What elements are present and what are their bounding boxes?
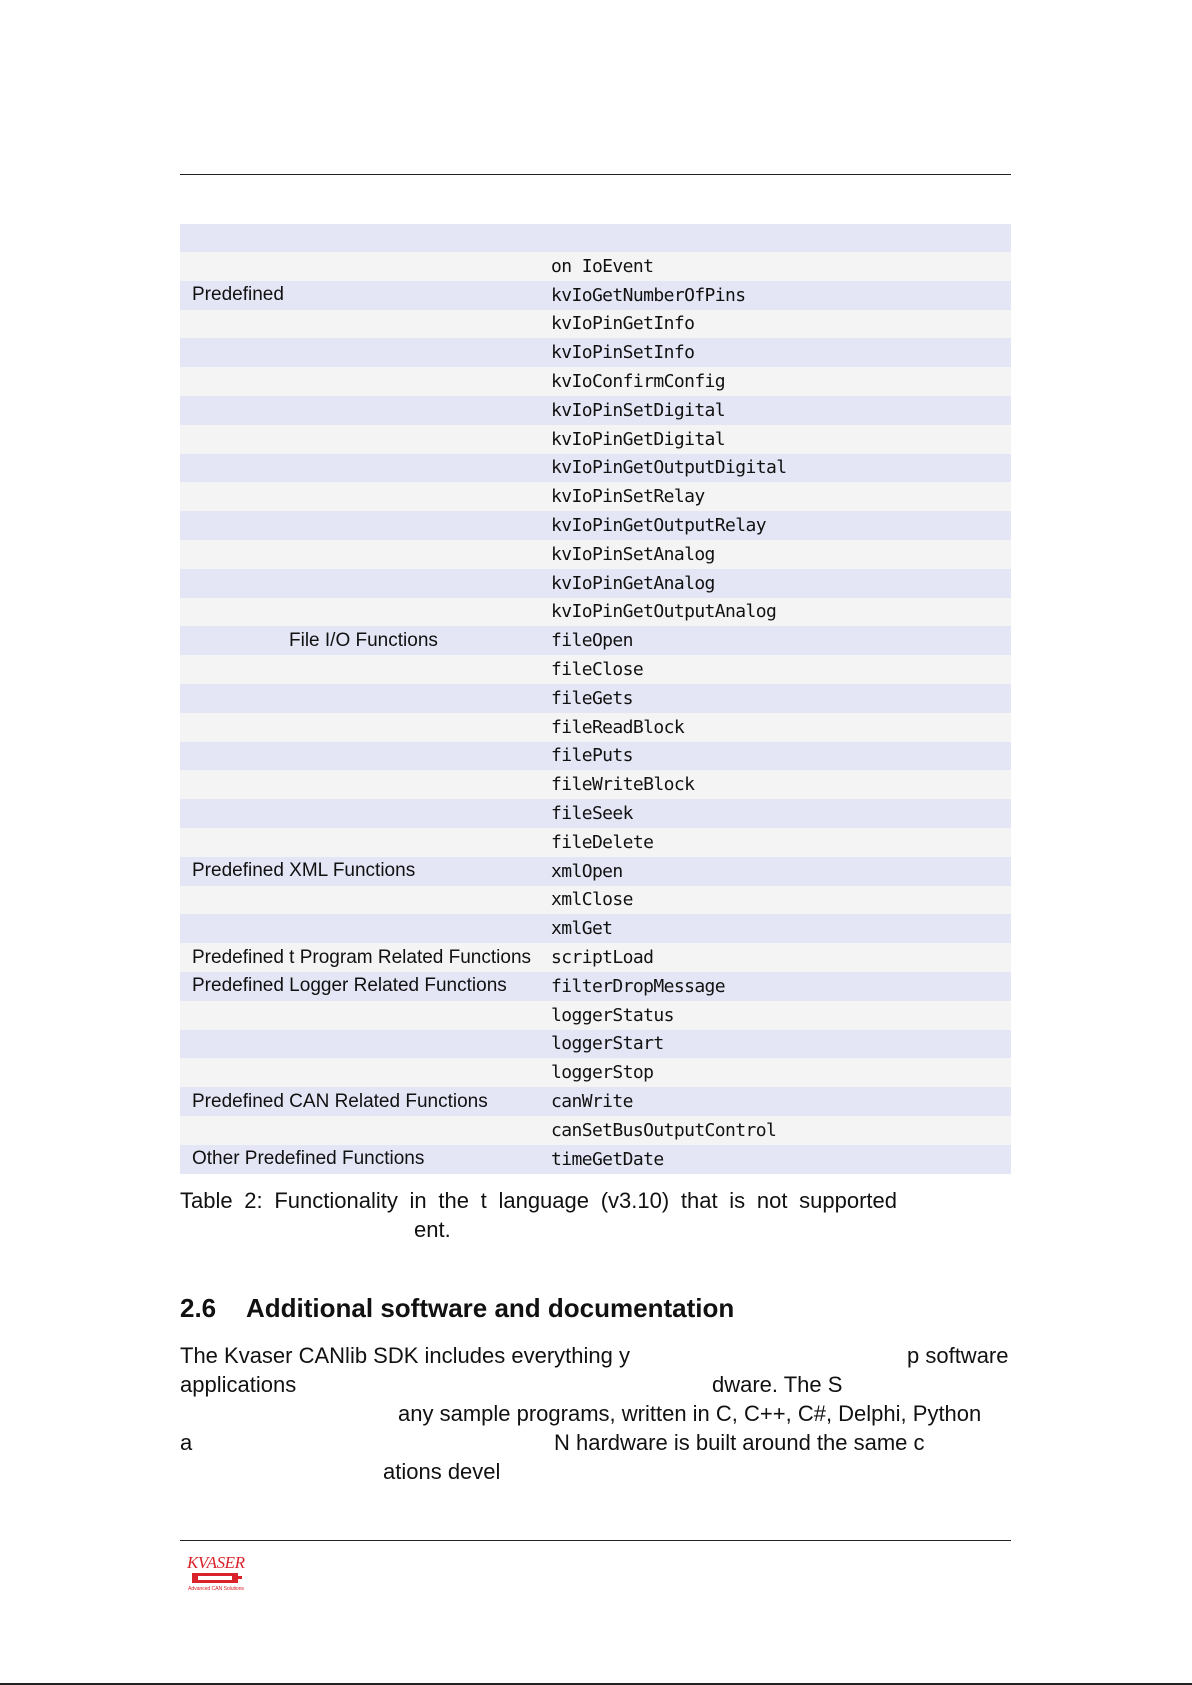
function-cell: kvIoConfirmConfig (551, 367, 1011, 396)
table-row (180, 1087, 1011, 1116)
function-cell: kvIoPinSetInfo (551, 338, 1011, 367)
category-cell (180, 454, 551, 483)
kvaser-logo (186, 1552, 248, 1592)
category-cell (180, 828, 551, 857)
table-caption-line-1: Table 2: Functionality in the t language (v3.10) that is not supported (180, 1188, 897, 1213)
kvaser-logo-wordmark: KVASER (187, 1553, 245, 1572)
table-row (180, 799, 1011, 828)
function-cell: kvIoPinSetDigital (551, 396, 1011, 425)
function-cell: fileReadBlock (551, 713, 1011, 742)
category-cell (180, 367, 551, 396)
table-row (180, 684, 1011, 713)
table-row (180, 655, 1011, 684)
table-row (180, 886, 1011, 915)
table-row (180, 914, 1011, 943)
function-cell: xmlClose (551, 886, 1011, 915)
function-cell: kvIoGetNumberOfPins (551, 281, 1011, 310)
function-cell: scriptLoad (551, 943, 1011, 972)
function-cell: kvIoPinGetOutputDigital (551, 454, 1011, 483)
table-row (180, 828, 1011, 857)
function-cell: kvIoPinGetOutputRelay (551, 511, 1011, 540)
function-cell: loggerStop (551, 1058, 1011, 1087)
function-cell: filePuts (551, 742, 1011, 771)
category-cell: Predefined t Program Related Functions (180, 943, 551, 972)
table-row (180, 281, 1011, 310)
function-cell: loggerStart (551, 1030, 1011, 1059)
footer-rule (180, 1540, 1011, 1541)
category-cell: Predefined Logger Related Functions (180, 972, 551, 1001)
category-cell (180, 684, 551, 713)
table-row (180, 425, 1011, 454)
category-cell (180, 655, 551, 684)
function-cell: loggerStatus (551, 1001, 1011, 1030)
category-cell (180, 1058, 551, 1087)
paragraph-fragment: applications (180, 1372, 297, 1397)
category-cell (180, 540, 551, 569)
category-cell (180, 396, 551, 425)
paragraph-fragment: ations devel (383, 1459, 501, 1484)
table-row (180, 742, 1011, 771)
category-cell: Predefined (180, 281, 551, 310)
function-cell: on IoEvent (551, 252, 1011, 281)
table-row (180, 511, 1011, 540)
category-cell (180, 914, 551, 943)
category-cell (180, 770, 551, 799)
table-row (180, 1030, 1011, 1059)
table-row (180, 857, 1011, 886)
function-cell: canWrite (551, 1087, 1011, 1116)
category-cell (180, 598, 551, 627)
table-row (180, 540, 1011, 569)
function-cell: filterDropMessage (551, 972, 1011, 1001)
table-row (180, 1001, 1011, 1030)
table-row (180, 338, 1011, 367)
function-cell: kvIoPinGetAnalog (551, 569, 1011, 598)
function-cell: kvIoPinGetOutputAnalog (551, 598, 1011, 627)
category-cell (180, 742, 551, 771)
table-row (180, 569, 1011, 598)
function-cell: timeGetDate (551, 1145, 1011, 1174)
category-cell: Predefined XML Functions (180, 857, 551, 886)
paragraph-fragment: any sample programs, written in C, C++, C#, Delphi, Python (398, 1401, 982, 1426)
function-cell: xmlGet (551, 914, 1011, 943)
table-row (180, 310, 1011, 339)
function-cell: fileGets (551, 684, 1011, 713)
table-row (180, 482, 1011, 511)
table-row (180, 713, 1011, 742)
category-cell (180, 310, 551, 339)
table-header-row (180, 224, 1011, 252)
category-cell: Predefined CAN Related Functions (180, 1087, 551, 1116)
function-cell (551, 224, 1011, 252)
table-row (180, 770, 1011, 799)
function-cell: canSetBusOutputControl (551, 1116, 1011, 1145)
function-cell: fileWriteBlock (551, 770, 1011, 799)
section-heading (180, 1293, 734, 1324)
category-cell (180, 252, 551, 281)
table-row (180, 367, 1011, 396)
table-row (180, 626, 1011, 655)
paragraph-fragment: The Kvaser CANlib SDK includes everything y (180, 1343, 630, 1368)
category-cell (180, 1116, 551, 1145)
paragraph-fragment: dware. The S (712, 1372, 843, 1397)
paragraph-fragment: a (180, 1430, 193, 1455)
paragraph-fragment: N hardware is built around the same c (554, 1430, 925, 1455)
function-cell: fileClose (551, 655, 1011, 684)
kvaser-logo-mark (192, 1573, 242, 1583)
table-row (180, 972, 1011, 1001)
functionality-table-body (180, 224, 1011, 1174)
table-row (180, 1058, 1011, 1087)
table-row (180, 1145, 1011, 1174)
category-cell (180, 482, 551, 511)
category-cell (180, 1001, 551, 1030)
function-cell: kvIoPinGetDigital (551, 425, 1011, 454)
section-title: Additional software and documentation (246, 1293, 735, 1323)
category-cell (180, 1030, 551, 1059)
table-row (180, 1116, 1011, 1145)
category-cell: Other Predefined Functions (180, 1145, 551, 1174)
table-row (180, 396, 1011, 425)
function-cell: fileSeek (551, 799, 1011, 828)
table-row (180, 252, 1011, 281)
table-row (180, 454, 1011, 483)
function-cell: xmlOpen (551, 857, 1011, 886)
category-cell: File I/O Functions (180, 626, 551, 655)
table-row (180, 598, 1011, 627)
kvaser-logo-tagline: Advanced CAN Solutions (188, 1586, 244, 1592)
category-cell (180, 511, 551, 540)
category-cell (180, 713, 551, 742)
header-rule (180, 174, 1011, 175)
section-number: 2.6 (180, 1293, 217, 1323)
functionality-table (180, 224, 1011, 1174)
category-cell (180, 799, 551, 828)
table-caption-line-2: ent. (414, 1217, 451, 1242)
category-cell (180, 886, 551, 915)
table-row (180, 943, 1011, 972)
category-cell (180, 224, 551, 252)
category-cell (180, 425, 551, 454)
function-cell: fileOpen (551, 626, 1011, 655)
function-cell: kvIoPinSetRelay (551, 482, 1011, 511)
category-cell (180, 338, 551, 367)
function-cell: kvIoPinSetAnalog (551, 540, 1011, 569)
function-cell: kvIoPinGetInfo (551, 310, 1011, 339)
paragraph-fragment: p software (907, 1343, 1009, 1368)
function-cell: fileDelete (551, 828, 1011, 857)
category-cell (180, 569, 551, 598)
